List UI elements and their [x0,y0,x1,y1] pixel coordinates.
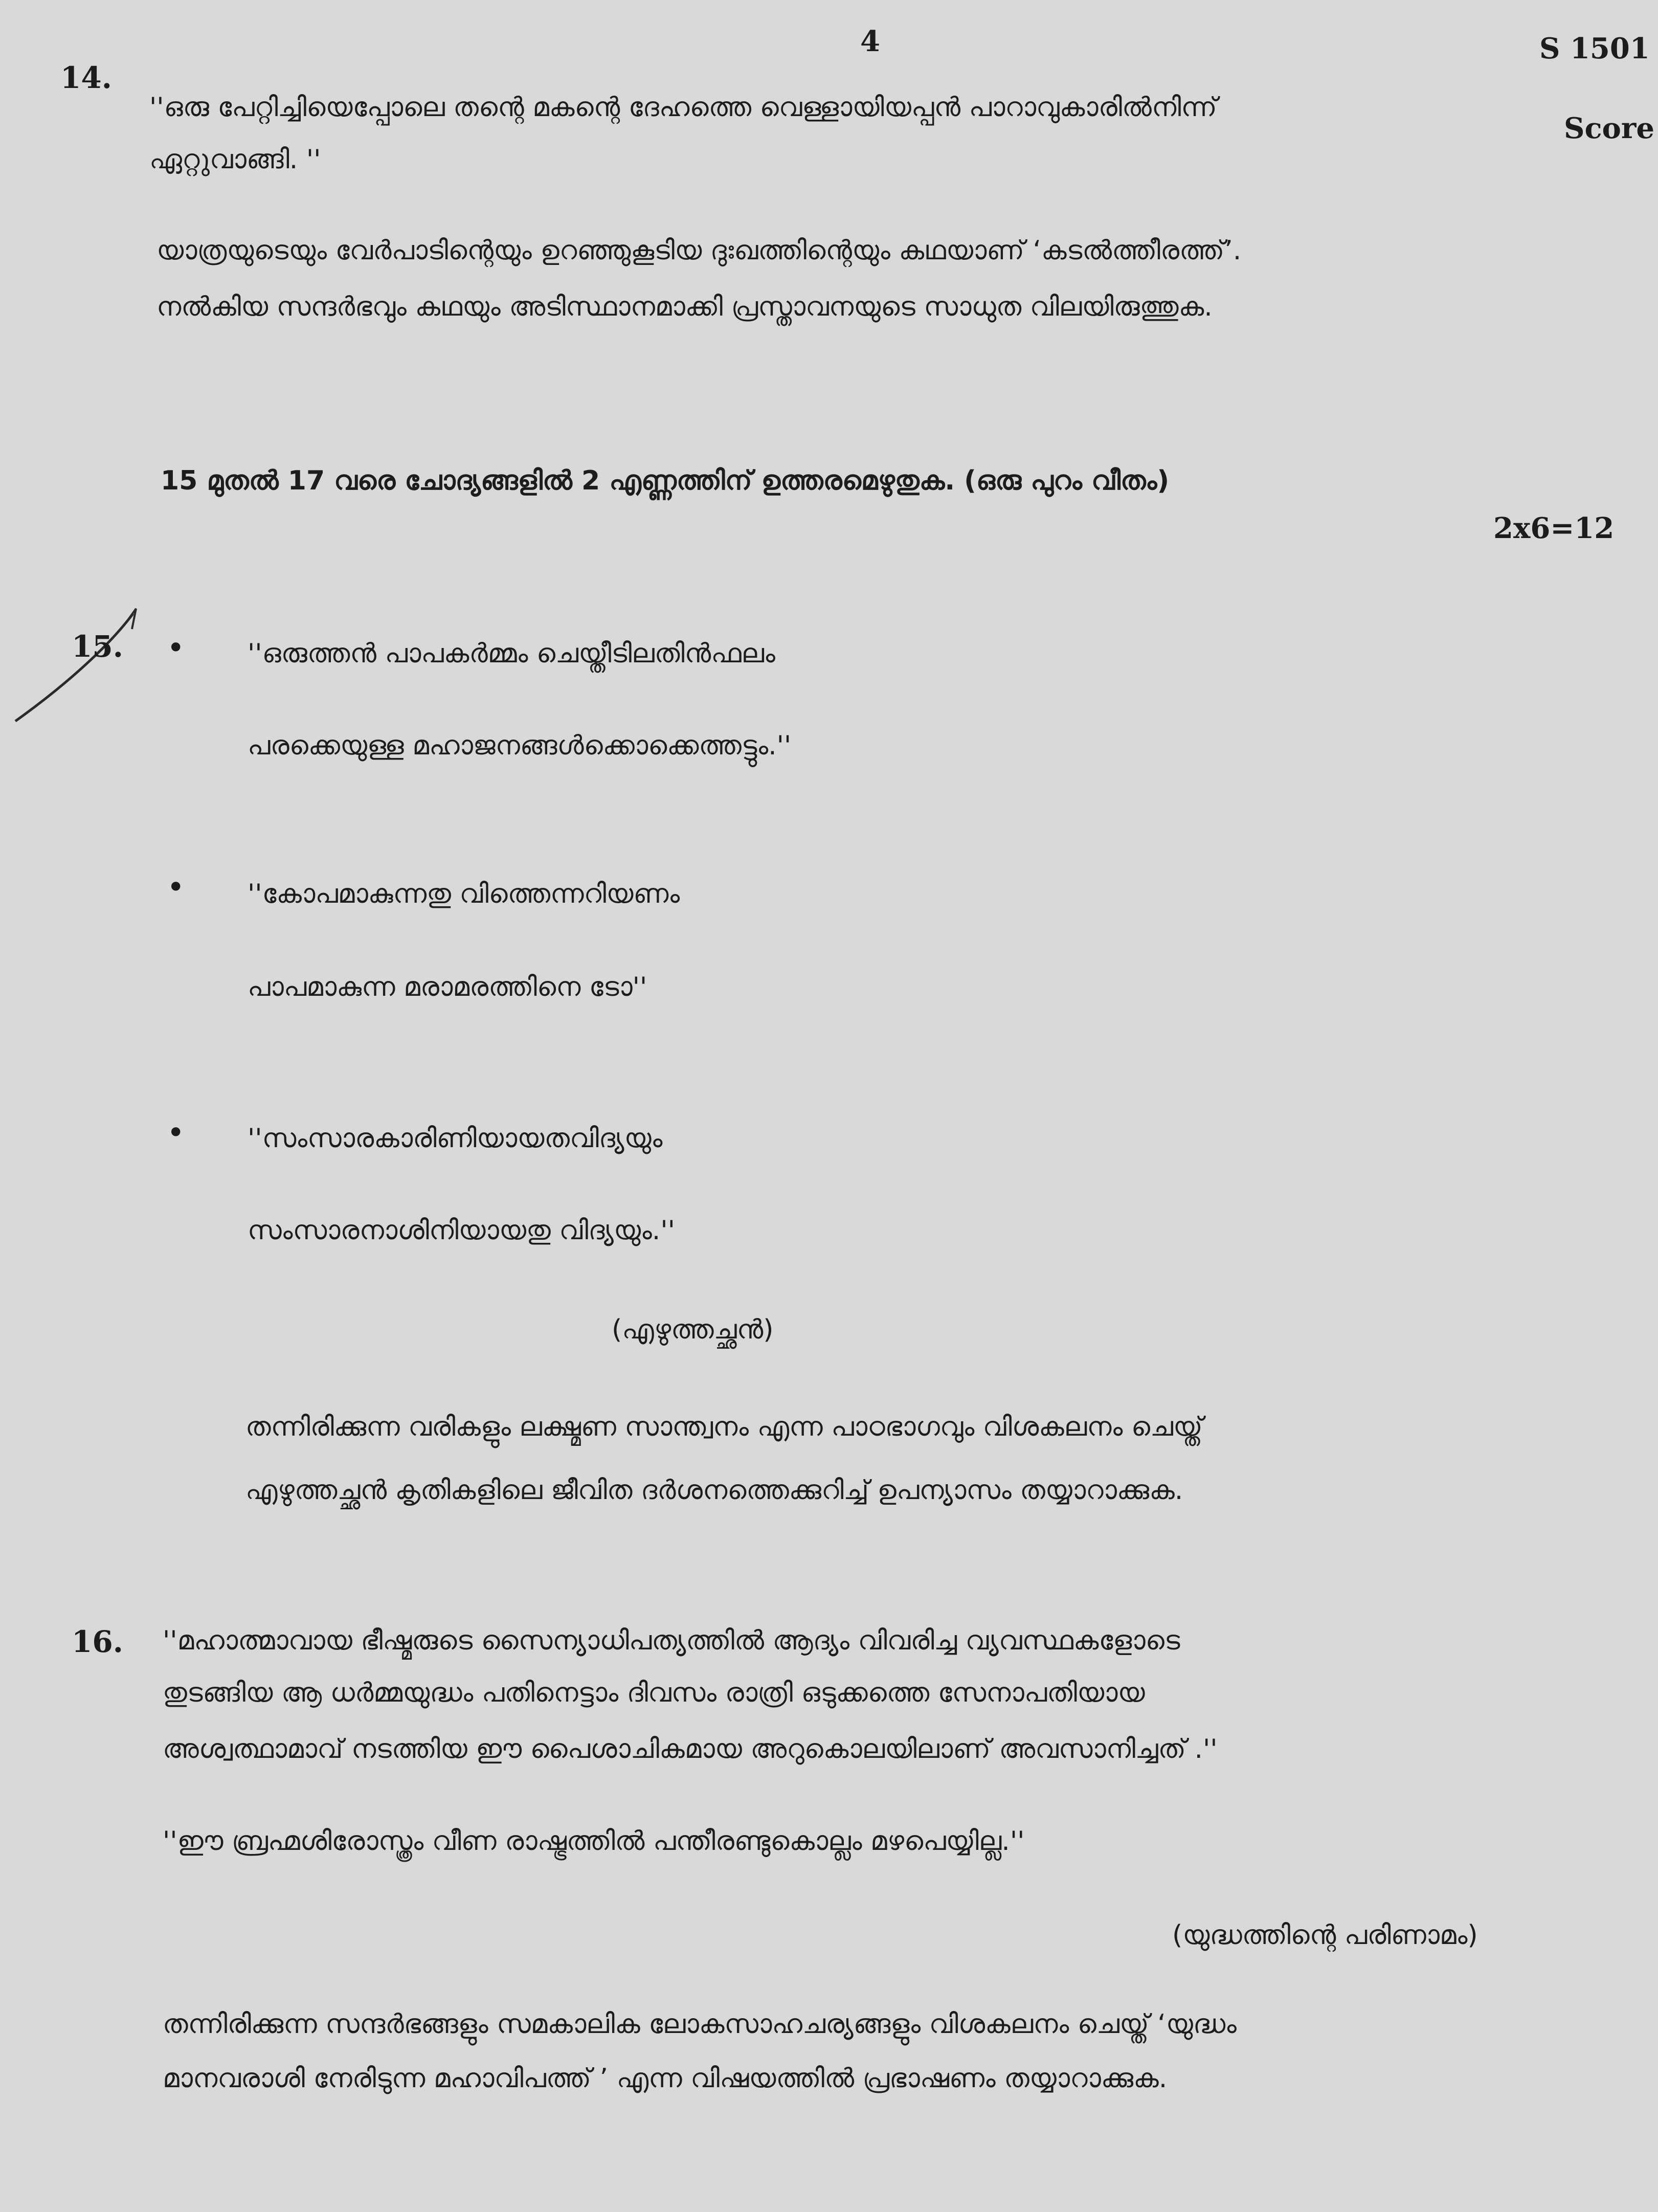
bullet-icon: • [167,869,185,905]
q16-body-line-2: മാനവരാശി നേരിടുന്ന മഹാവിപത്ത് ’ എന്ന വിഷയത്തിൽ പ്രഭാഷണം തയ്യാറാക്കുക. [163,2063,1168,2094]
question-14-number: 14. [60,60,112,95]
q15-body-line-1: തന്നിരിക്കുന്ന വരികളും ലക്ഷ്മണ സാന്ത്വനം എന്ന പാഠഭാഗവും വിശകലനം ചെയ്ത് [245,1412,1203,1442]
q14-body-line-2: നൽകിയ സന്ദർഭവും കഥയും അടിസ്ഥാനമാക്കി പ്രസ്താവനയുടെ സാധുത വിലയിരുത്തുക. [156,292,1213,322]
q16-attribution: (യുദ്ധത്തിന്റെ പരിണാമം) [1172,1920,1478,1951]
q15-quote-2-line-1: ''കോപമാകുന്നതു വിത്തെന്നറിയണം [248,879,680,909]
q15-quote-3-line-2: സംസാരനാശിനിയായതു വിദ്യയും.'' [248,1215,675,1246]
question-15-number: 15. [72,629,123,664]
score-label: Score [1564,111,1655,145]
q14-quote-line-2: ഏറ്റുവാങ്ങി. '' [149,144,321,175]
bullet-icon: • [167,630,185,666]
q14-quote-line-1: ''ഒരു പേറ്റിച്ചിയെപ്പോലെ തന്റെ മകന്റെ ദേഹത്തെ വെള്ളായിയപ്പൻ പാറാവുകാരിൽനിന്ന് [149,92,1217,123]
page-number: 4 [860,25,880,58]
q15-body-line-2: എഴുത്തച്ഛൻ കൃതികളിലെ ജീവിത ദർശനത്തെക്കുറിച്ച് ഉപന്യാസം തയ്യാറാക്കുക. [245,1475,1183,1506]
section-instruction: 15 മുതൽ 17 വരെ ചോദ്യങ്ങളിൽ 2 എണ്ണത്തിന് ഉത്തരമെഴുതുക. (ഒരു പുറം വീതം) [161,465,1170,496]
q15-quote-2-line-2: പാപമാകുന്ന മരാമരത്തിനെ ടോ'' [248,972,647,1002]
q14-body-line-1: യാത്രയുടെയും വേർപാടിന്റെയും ഉറഞ്ഞുകൂടിയ ദുഃഖത്തിന്റെയും കഥയാണ് ‘കടൽത്തീരത്ത്’. [156,235,1242,266]
paper-code: S 1501 [1539,32,1650,65]
q16-quote-1-line-3: അശ്വത്ഥാമാവ് നടത്തിയ ഈ പൈശാചികമായ അറുകൊലയിലാണ് അവസാനിച്ചത് .'' [163,1734,1218,1764]
q16-body-line-1: തന്നിരിക്കുന്ന സന്ദർഭങ്ങളും സമകാലിക ലോകസാഹചര്യങ്ങളും വിശകലനം ചെയ്ത് ‘യുദ്ധം [163,2009,1237,2040]
bullet-icon: • [167,1115,185,1151]
q15-quote-3-line-1: ''സംസാരകാരിണിയായതവിദ്യയും [248,1123,663,1154]
q15-quote-1-line-2: പരക്കെയുള്ള മഹാജനങ്ങൾക്കൊക്കെത്തട്ടും.'' [248,730,792,761]
q16-quote-1-line-2: തുടങ്ങിയ ആ ധർമ്മയുദ്ധം പതിനെട്ടാം ദിവസം രാത്രി ഒടുക്കത്തെ സേനാപതിയായ [163,1678,1145,1708]
section-score: 2x6=12 [1493,511,1615,545]
question-16-number: 16. [72,1624,123,1659]
q16-quote-1-line-1: ''മഹാത്മാവായ ഭീഷ്മരുടെ സൈന്യാധിപത്യത്തിൽ ആദ്യം വിവരിച്ച വ്യവസ്ഥകളോടെ [163,1625,1180,1656]
q15-attribution: (എഴുത്തച്ഛൻ) [612,1314,774,1345]
q15-quote-1-line-1: ''ഒരുത്തൻ പാപകർമ്മം ചെയ്തീടിലതിൻഫലം [248,638,775,669]
q16-quote-2: ''ഈ ബ്രഹ്മശിരോസ്ത്രം വീണ രാഷ്ട്രത്തിൽ പന്തീരണ്ടുകൊല്ലം മഴപെയ്യില്ല.'' [163,1826,1025,1857]
